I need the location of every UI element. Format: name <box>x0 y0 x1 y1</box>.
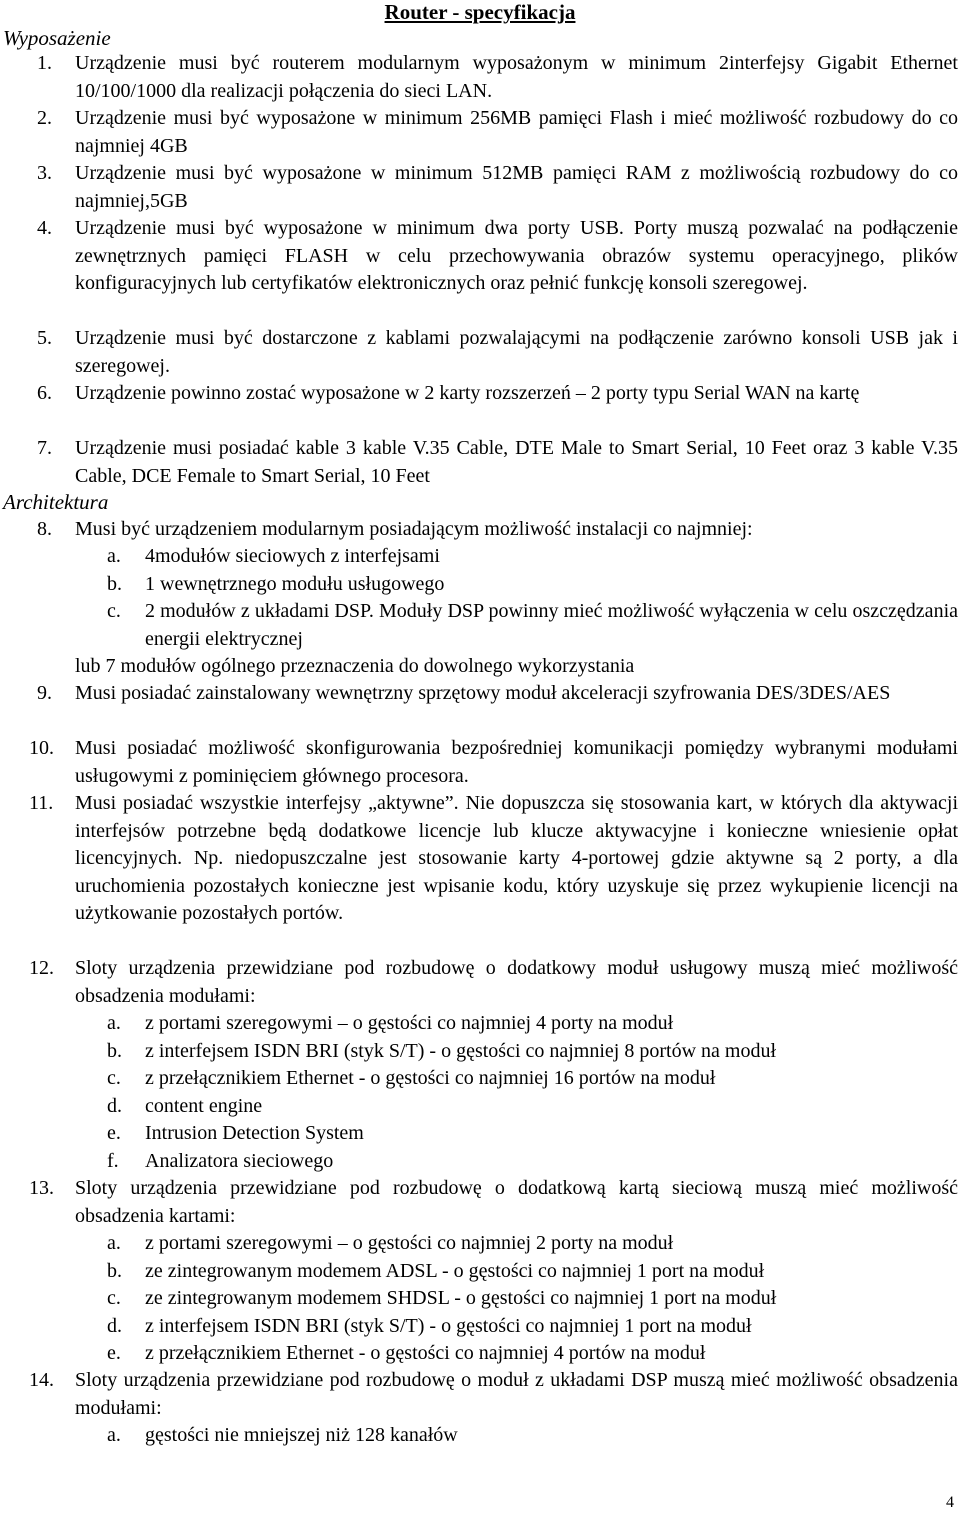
list-item-tail: lub 7 modułów ogólnego przeznaczenia do dowolnego wykorzystania <box>75 655 635 677</box>
section-heading-wyposazenie: Wyposażenie <box>3 26 111 50</box>
document-page: Router - specyfikacja Wyposażenie 1. Urządzenie musi być routerem modularnym wyposażonym w minimum 2interfejsy Gigabit Ethernet 10/100/1000 dla realizacji połączenia do sieci LAN. 2. Urządzenie musi być wyposażone w minimum 256MB pamięci Flash i mieć możliwość rozbudowy do co najmniej 4GB 3. Urządzenie musi być wyposażone w minimum 512MB pamięci RAM z możliwością rozbudowy do co najmniej,5GB 4. Urządzenie musi być wyposażone w minimum dwa porty USB. Porty muszą pozwalać na podłączenie zewnętrznych pamięci FLASH w celu przechowywania obrazów systemu operacyjnego, plików konfiguracyjnych lub certyfikatów elektronicznych oraz pełnić funkcję konsoli szeregowej. 5. Urządzenie musi być dostarczone z kablami pozwalającymi na podłączenie zarówno konsoli USB jak i szeregowej. 6. Urządzenie powinno zostać wyposażone w 2 karty rozszerzeń – 2 porty typu Serial WAN na kartę 7. Urządzenie musi posiadać kable 3 kable V.35 Cable, DTE Male to Smart Serial, 10 Feet oraz 3 kable V.35 Cable, DCE Female to Smart Serial, 10 Feet Architektura 8. Musi być urządzeniem modularnym posiadającym możliwość instalacji co najmniej: a. 4modułów sieciowych z interfejsami b. 1 wewnętrznego modułu usługowego c. 2 modułów z układami DSP. Moduły DSP powinny mieć możliwość wyłączenia w celu oszczędzania energii elektrycznej lub 7 modułów ogólnego przeznaczenia do dowolnego wykorzystania 9. Musi posiadać zainstalowany wewnętrzny sprzętowy moduł akceleracji szyfrowania DES/3DES/AES 10. Musi posiadać możliwość skonfigurowania bezpośredniej komunikacji pomiędzy wybranymi modułami usługowymi z pominięciem głównego procesora. 11. Musi posiadać wszystkie interfejsy „aktywne”. Nie dopuszcza się stosowania kart, w których dla aktywacji interfejsów potrzebne będą dodatkowe licencje lub klucze aktywacyjne i konieczne wniesienie opłat licencyjnych. Np. niedopuszczalne jest stosowanie karty 4-portowej gdzie aktywne są 2 porty, a dla uruchomienia pozostałych konieczne jest wpisanie kodu, który uzyskuje się przez wykupienie licencji na użytkowanie pozostałych portów. 12. Sloty urządzenia przewidziane pod rozbudowę o dodatkowy moduł usługowy muszą mieć możliwość obsadzenia modułami: a. z portami szeregowymi – o gęstości co najmniej 4 porty na moduł b. z interfejsem ISDN BRI (styk S/T) - o gęstości co najmniej 8 portów na moduł c. z przełącznikiem Ethernet - o gęstości co najmniej 16 portów na moduł d. content engine e. Intrusion Detection System f. Analizatora sieciowego 13. Sloty urządzenia przewidziane pod rozbudowę o dodatkową kartą sieciową muszą mieć możliwość obsadzenia kartami: a. z portami szeregowymi – o gęstości co najmniej 2 porty na moduł b. ze zintegrowanym modemem ADSL - o gęstości co najmniej 1 port na moduł c. ze zintegrowanym modemem SHDSL - o gęstości co najmniej 1 port na moduł d. z interfejsem ISDN BRI (styk S/T) - o gęstości co najmniej 1 port na moduł e. z przełącznikiem Ethernet - o gęstości co najmniej 4 portów na moduł 14. Sloty urządzenia przewidziane pod rozbudowę o moduł z układami DSP muszą mieć możliwość obsadzenia modułami: a. gęstości nie mniejszej niż 128 kanałów 4 <box>0 0 960 1520</box>
page-title: Router - specyfikacja <box>384 0 576 24</box>
section-heading-architektura: Architektura <box>3 490 109 514</box>
page-number: 4 <box>946 1494 954 1511</box>
